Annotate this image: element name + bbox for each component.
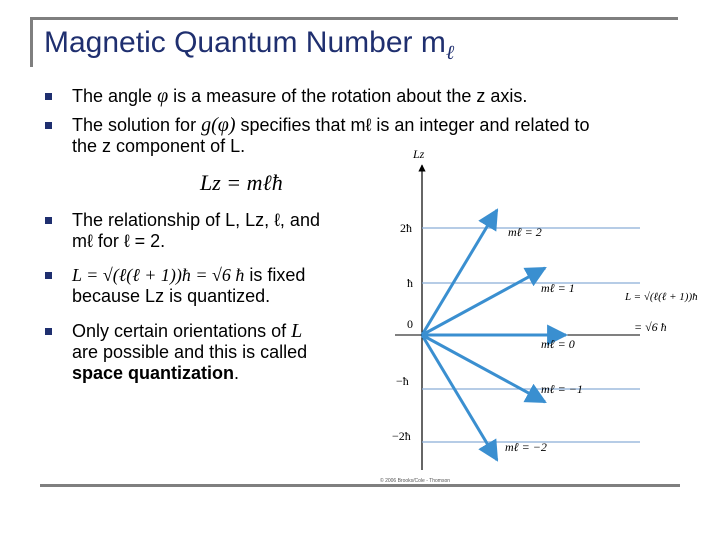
bullet-1: The angle φ is a measure of the rotation about the z axis. xyxy=(72,85,528,107)
tick-label: −2ħ xyxy=(392,429,411,443)
lz-equation: Lz = mℓħ xyxy=(200,170,283,195)
m-label: mℓ = −2 xyxy=(505,440,547,454)
bullet-2: The solution for g(φ) specifies that mℓ is an integer and related to the z component of L. xyxy=(72,114,590,156)
m-label: mℓ = 1 xyxy=(541,281,575,295)
bullet-4: L = √(ℓ(ℓ + 1))ħ = √6 ħ is fixed because Lz is quantized. xyxy=(72,265,306,306)
length-label-2: = √6 ħ xyxy=(634,320,667,334)
m-label: mℓ = −1 xyxy=(541,382,583,396)
bullet-5: Only certain orientations of L are possible and this is called space quantization. xyxy=(72,320,308,383)
axis-label: Lz xyxy=(413,147,425,161)
tick-label: 0 xyxy=(407,317,413,331)
m-label: mℓ = 0 xyxy=(541,337,575,351)
phi-symbol: φ xyxy=(157,85,169,107)
tick-label: −ħ xyxy=(396,374,409,388)
g-phi-symbol: g(φ) xyxy=(201,114,236,136)
bullet-3: The relationship of L, Lz, ℓ, and mℓ for ℓ = 2. xyxy=(72,210,320,251)
l-magnitude-equation: L = √(ℓ(ℓ + 1))ħ = √6 ħ xyxy=(72,265,245,285)
m-label: mℓ = 2 xyxy=(508,225,542,239)
title-subscript: ℓ xyxy=(445,42,455,64)
l-vector-symbol: L xyxy=(291,320,303,342)
title-text: Magnetic Quantum Number m xyxy=(44,26,446,59)
length-label-1: L = √(ℓ(ℓ + 1))ħ xyxy=(625,291,698,303)
tick-label: 2ħ xyxy=(400,221,412,235)
tick-label: ħ xyxy=(407,276,413,290)
credit-text: © 2006 Brooks/Cole - Thomson xyxy=(380,478,451,484)
